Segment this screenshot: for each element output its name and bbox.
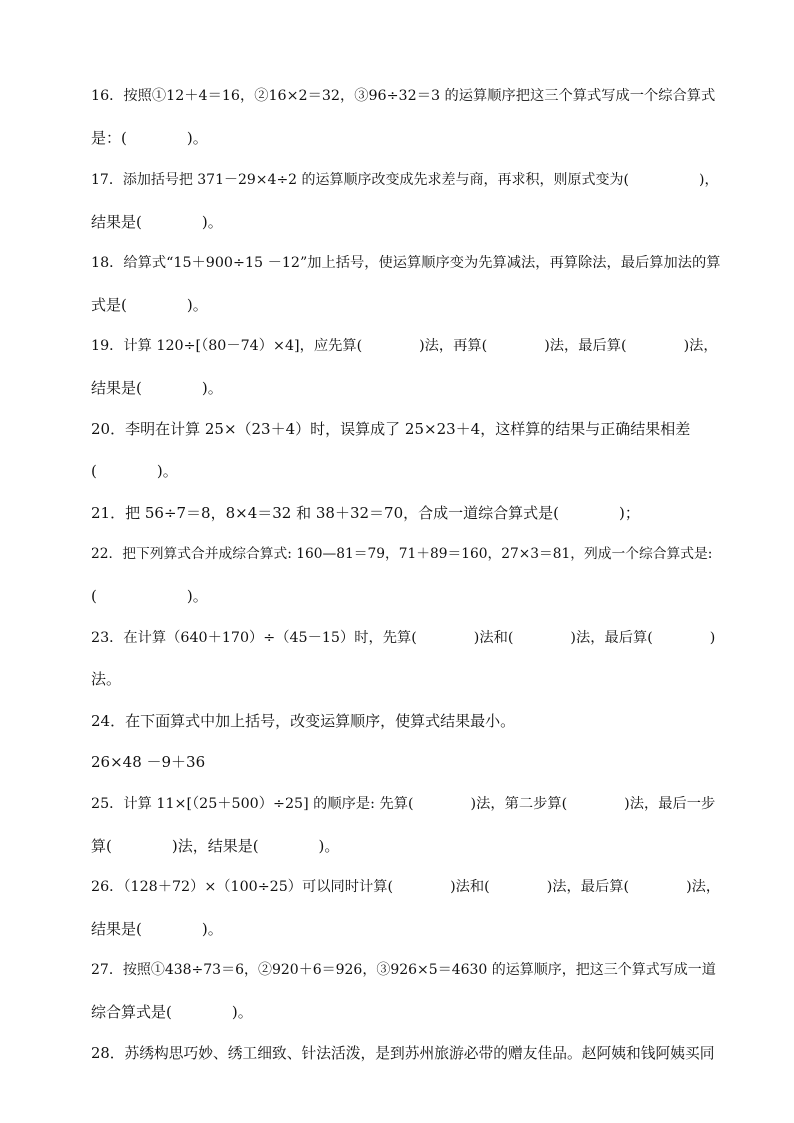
q16-line-2: 是：( )。 — [91, 129, 208, 147]
q25-line-1: 25．计算 11×[（25＋500）÷25] 的顺序是: 先算( )法，第二步算( )法，最后一步 — [91, 796, 716, 812]
q16-line-1: 16．按照①12＋4＝16，②16×2＝32，③96÷32＝3 的运算顺序把这三个算式写成一个综合算式 — [91, 88, 716, 104]
q23-line-2: 法。 — [91, 670, 122, 688]
q22-line-1: 22．把下列算式合并成综合算式: 160—81＝79，71＋89＝160，27×3＝81，列成一个综合算式是: — [91, 546, 713, 562]
q27-line-2: 综合算式是( )。 — [91, 1003, 253, 1021]
q28-line-1: 28．苏绣构思巧妙、绣工细致、针法活泼，是到苏州旅游必带的赠友佳品。赵阿姨和钱阿姨买同 — [91, 1045, 715, 1062]
q27-line-1: 27．按照①438÷73＝6，②920＋6＝926，③926×5＝4630 的运算顺序，把这三个算式写成一道 — [91, 962, 716, 978]
q21-line-1: 21．把 56÷7＝8，8×4＝32 和 38＋32＝70，合成一道综合算式是( )； — [91, 504, 640, 522]
q25-line-2: 算( )法，结果是( )。 — [91, 837, 340, 855]
q17-line-1: 17．添加括号把 371－29×4÷2 的运算顺序改变成先求差与商，再求积，则原式变为( )， — [91, 172, 719, 188]
q24-line-1: 24．在下面算式中加上括号，改变运算顺序，使算式结果最小。 — [91, 712, 516, 730]
q19-line-2: 结果是( )。 — [91, 379, 223, 397]
q22-line-2: ( )。 — [91, 587, 208, 605]
q20-line-2: ( )。 — [91, 462, 178, 480]
q24-expression: 26×48 －9＋36 — [91, 753, 206, 771]
q17-line-2: 结果是( )。 — [91, 213, 223, 231]
q18-line-2: 式是( )。 — [91, 296, 208, 314]
q18-line-1: 18．给算式“15＋900÷15 －12”加上括号，使运算顺序变为先算减法，再算除法，最后算加法的算 — [91, 255, 721, 271]
q20-line-1: 20．李明在计算 25×（23＋4）时，误算成了 25×23＋4，这样算的结果与正确结果相差 — [91, 420, 691, 438]
q26-line-2: 结果是( )。 — [91, 920, 223, 938]
q26-line-1: 26．（128＋72）×（100÷25）可以同时计算( )法和( )法，最后算( )法， — [91, 879, 721, 895]
q19-line-1: 19．计算 120÷[（80－74）×4]，应先算( )法，再算( )法，最后算( )法， — [91, 338, 718, 354]
q23-line-1: 23．在计算（640＋170）÷（45－15）时，先算( )法和( )法，最后算( ) — [91, 630, 716, 646]
